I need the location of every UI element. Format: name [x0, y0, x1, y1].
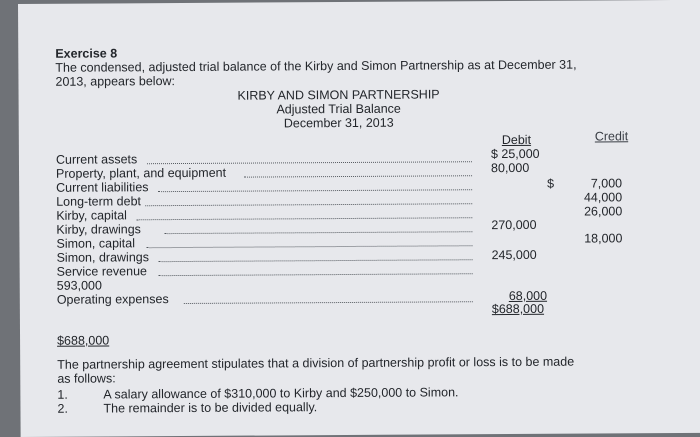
statement-title: Adjusted Trial Balance — [276, 101, 401, 117]
credit-total: $688,000 — [57, 333, 110, 348]
account-name: Service revenue — [56, 264, 148, 279]
debit-column-header: Debit — [501, 132, 532, 148]
list-item: A salary allowance of $310,000 to Kirby and $250,000 to Simon. — [103, 385, 459, 402]
debit-amount: 68,000 — [508, 288, 548, 304]
debit-amount: 80,000 — [490, 160, 530, 176]
account-name: Kirby, capital — [56, 208, 127, 223]
agreement-line-2: as follows: — [57, 371, 116, 386]
statement-company: KIRBY AND SIMON PARTNERSHIP — [237, 87, 440, 103]
document-page — [18, 0, 700, 437]
dot-leader — [145, 203, 472, 206]
credit-amount: 44,000 — [583, 190, 623, 205]
debit-amount: 245,000 — [491, 247, 537, 263]
account-name: Current assets — [55, 152, 138, 167]
credit-dollar-sign: $ — [547, 176, 555, 191]
account-name: Current liabilities — [56, 180, 149, 195]
dot-leader — [136, 217, 472, 220]
credit-column-header: Credit — [594, 129, 629, 144]
dot-leader — [158, 189, 472, 192]
account-name: Property, plant, and equipment — [55, 165, 227, 181]
credit-amount: 26,000 — [584, 204, 623, 219]
account-name: Kirby, drawings — [56, 222, 141, 237]
dot-leader — [184, 301, 473, 304]
account-name: Simon, drawings — [56, 250, 149, 265]
dot-leader — [244, 175, 472, 177]
debit-amount: 270,000 — [491, 217, 537, 233]
account-name: 593,000 — [56, 278, 102, 293]
agreement-line-1: The partnership agreement stipulates that a division of partnership profit or loss is to be made — [57, 354, 575, 372]
dot-leader — [164, 231, 472, 234]
account-name: Simon, capital — [56, 236, 136, 251]
dot-leader — [159, 273, 473, 276]
exercise-title: Exercise 8 — [55, 46, 118, 61]
dot-leader — [147, 161, 472, 164]
account-name: Operating expenses — [56, 292, 169, 307]
list-item-number: 1. — [57, 387, 68, 402]
credit-amount: 18,000 — [584, 231, 623, 246]
statement-date: December 31, 2013 — [283, 115, 394, 131]
list-item: The remainder is to be divided equally. — [103, 400, 318, 416]
debit-amount: $ 25,000 — [490, 146, 540, 162]
credit-amount: 7,000 — [590, 176, 623, 191]
intro-line-2: 2013, appears below: — [55, 74, 176, 89]
intro-line-1: The condensed, adjusted trial balance of the Kirby and Simon Partnership as at December 31, — [55, 57, 577, 75]
list-item-number: 2. — [57, 401, 68, 416]
dot-leader — [159, 259, 473, 262]
debit-total: $688,000 — [491, 301, 545, 317]
dot-leader — [146, 245, 472, 248]
account-name: Long-term debt — [56, 194, 142, 209]
